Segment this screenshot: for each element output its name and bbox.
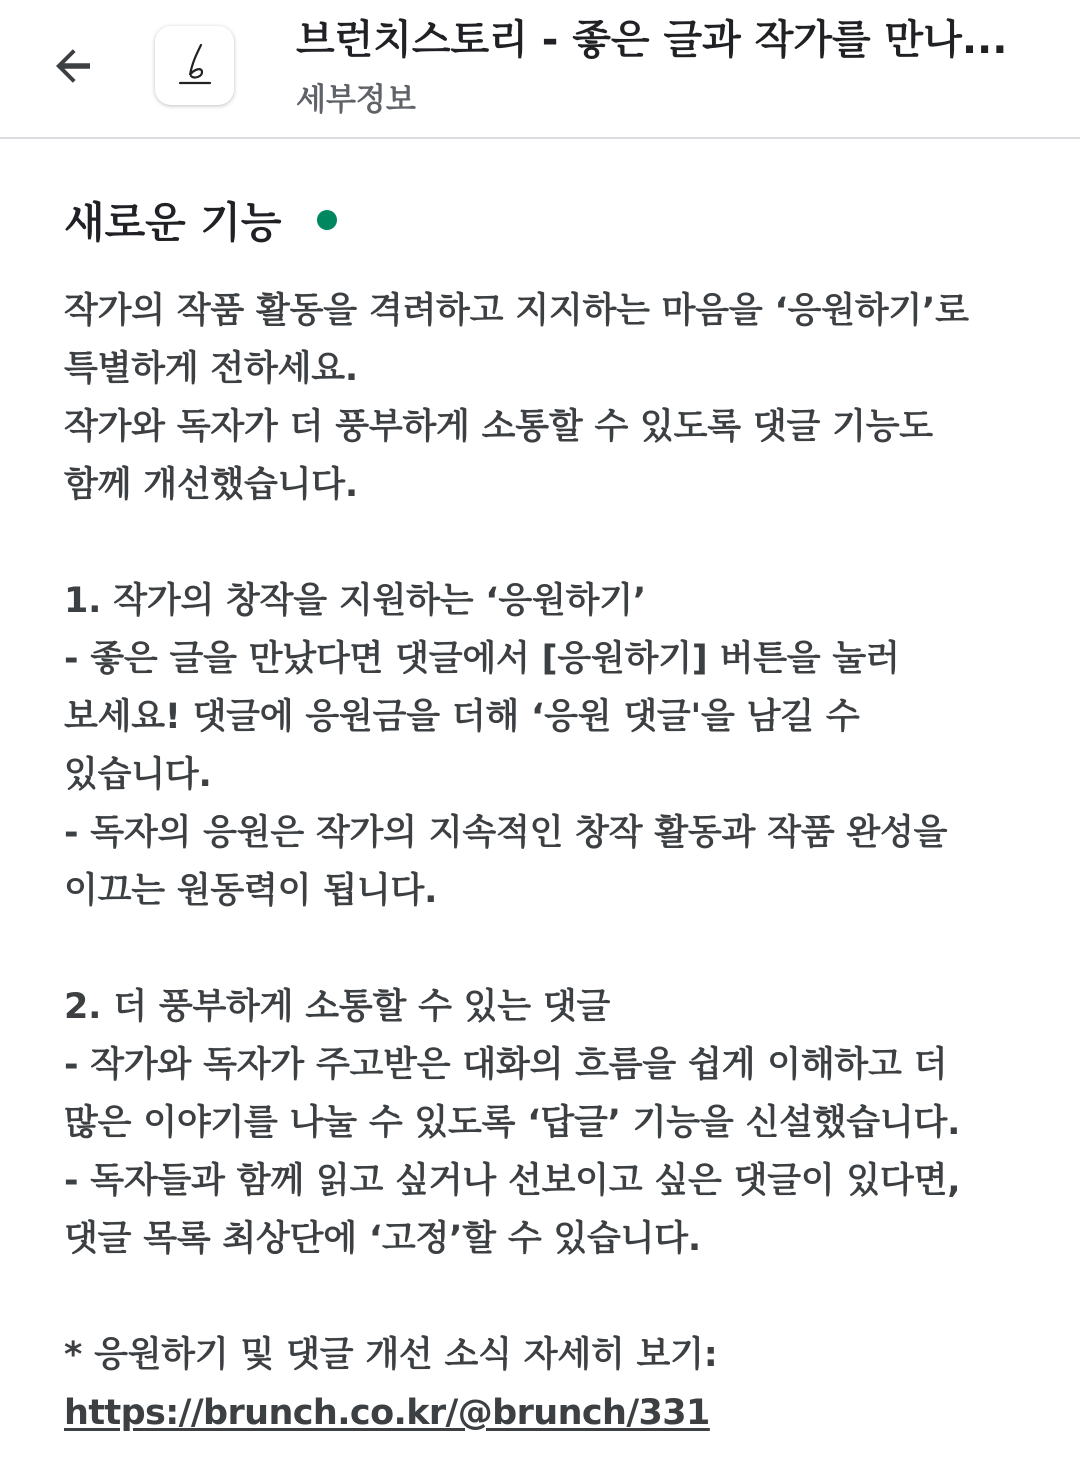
app-title: 브런치스토리 - 좋은 글과 작가를 만나...: [296, 17, 1008, 63]
arrow-back-icon: [50, 42, 98, 90]
page-subtitle: 세부정보: [296, 82, 416, 118]
new-indicator-dot: [317, 210, 337, 230]
brunch-logo-icon: [170, 41, 220, 91]
back-button[interactable]: [46, 38, 102, 94]
app-icon: [155, 26, 234, 105]
whats-new-section: [64, 188, 1024, 1442]
app-bar: [0, 0, 1080, 139]
section-title: 새로운 기능: [64, 198, 282, 247]
section-header: [64, 188, 1024, 252]
details-link[interactable]: https://brunch.co.kr/@brunch/331: [64, 1393, 710, 1433]
whats-new-body: 작가의 작품 활동을 격려하고 지지하는 마음을 ‘응원하기’로 특별하게 전하세요. 작가와 독자가 더 풍부하게 소통할 수 있도록 댓글 기능도 함께 개선했습니다. 1. 작가의 창작을 지원하는 ‘응원하기’ - 좋은 글을 만났다면 댓글에서 [응원하기] 버튼을 눌러 보세요! 댓글에 응원금을 더해 ‘응원 댓글'을 남길 수 있습니다. - 독자의 응원은 작가의 지속적인 창작 활동과 작품 완성을 이끄는 원동력이 됩니다. 2. 더 풍부하게 소통할 수 있는 댓글 - 작가와 독자가 주고받은 대화의 흐름을 쉽게 이해하고 더 많은 이야기를 나눌 수 있도록 ‘답글’ 기능을 신설했습니다. - 독자들과 함께 읽고 싶거나 선보이고 싶은 댓글이 있다면, 댓글 목록 최상단에 ‘고정’할 수 있습니다. * 응원하기 및 댓글 개선 소식 자세히 보기:: [64, 291, 969, 1375]
